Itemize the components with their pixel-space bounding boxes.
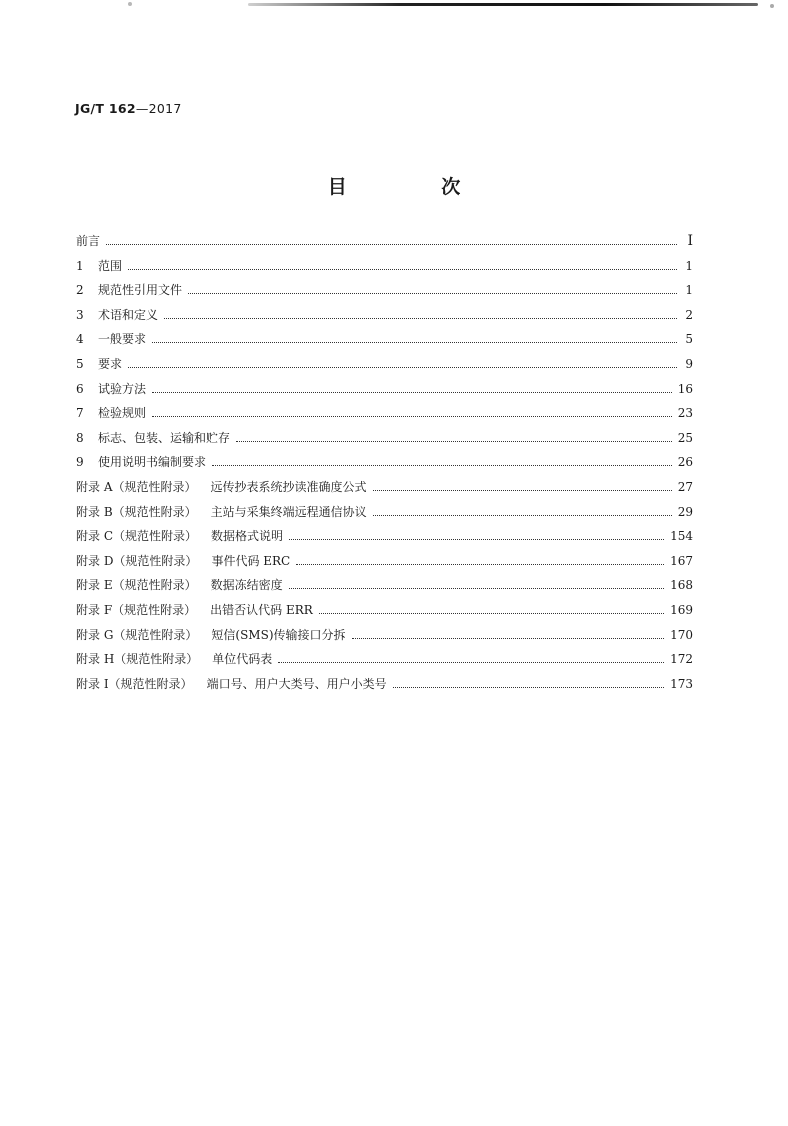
toc-annex-heading: 附录 I（规范性附录） — [76, 676, 193, 691]
scan-edge-line — [248, 3, 758, 6]
scan-mark — [128, 2, 132, 6]
toc-entry-page: 5 — [685, 332, 693, 347]
toc-entry-page: 23 — [677, 406, 693, 421]
toc-annex-label: 远传抄表系统抄读准确度公式 — [210, 479, 367, 494]
toc-entry-label: 范围 — [98, 258, 123, 273]
toc-annex-entry[interactable] — [76, 576, 693, 601]
toc-entry[interactable] — [76, 306, 693, 331]
toc-entry[interactable] — [76, 380, 693, 405]
toc-entry-number: 2 — [76, 283, 84, 298]
toc-annex-label: 单位代码表 — [212, 652, 273, 667]
toc-leader-dots — [289, 588, 665, 589]
toc-annex-label: 出错否认代码 ERR — [210, 602, 313, 617]
toc-leader-dots — [188, 293, 677, 294]
toc-annex-entry[interactable] — [76, 552, 693, 577]
toc-leader-dots — [373, 490, 672, 491]
toc-entry[interactable] — [76, 281, 693, 306]
scan-mark — [770, 4, 774, 8]
toc-entry-page: 1 — [685, 283, 693, 298]
toc-annex-label: 事件代码 ERC — [211, 553, 291, 568]
toc-annex-heading: 附录 F（规范性附录） — [76, 602, 197, 617]
toc-entry[interactable] — [76, 257, 693, 282]
toc-annex-heading: 附录 C（规范性附录） — [76, 529, 197, 544]
toc-annex-page: 172 — [670, 652, 693, 667]
toc-annex-label: 主站与采集终端远程通信协议 — [210, 504, 367, 519]
toc-annex-page: 27 — [677, 479, 693, 494]
toc-annex-label: 端口号、用户大类号、用户小类号 — [206, 676, 387, 691]
toc-leader-dots — [296, 564, 664, 565]
toc-leader-dots — [278, 662, 664, 663]
toc-leader-dots — [212, 465, 672, 466]
toc-entry-number: 4 — [76, 332, 84, 347]
toc-entry-page: 26 — [677, 455, 693, 470]
toc-entry-label: 试验方法 — [98, 381, 147, 396]
toc-entry-page: 9 — [685, 356, 693, 371]
toc-entry-page: 1 — [685, 258, 693, 273]
toc-entry-page: 25 — [677, 430, 693, 445]
toc-entry[interactable] — [76, 404, 693, 429]
table-of-contents — [76, 232, 693, 699]
toc-leader-dots — [152, 392, 672, 393]
toc-annex-page: 169 — [670, 602, 693, 617]
standard-code — [75, 101, 182, 116]
toc-annex-entry[interactable] — [76, 650, 693, 675]
toc-annex-heading: 附录 B（规范性附录） — [76, 504, 197, 519]
toc-entry[interactable] — [76, 330, 693, 355]
toc-annex-label: 数据格式说明 — [211, 529, 284, 544]
toc-annex-page: 170 — [670, 627, 693, 642]
toc-annex-page: 168 — [670, 578, 693, 593]
toc-leader-dots — [128, 367, 677, 368]
toc-leader-dots — [152, 342, 677, 343]
standard-year: —2017 — [135, 101, 182, 116]
toc-annex-entry[interactable] — [76, 503, 693, 528]
toc-entry-label: 前言 — [76, 234, 101, 248]
toc-entry-label: 标志、包装、运输和贮存 — [98, 430, 231, 445]
toc-entry-label: 一般要求 — [98, 332, 147, 347]
toc-entry-label: 要求 — [98, 356, 123, 371]
toc-leader-dots — [289, 539, 664, 540]
toc-leader-dots — [106, 244, 677, 245]
toc-annex-page: 173 — [670, 676, 693, 691]
toc-entry-number: 5 — [76, 356, 84, 371]
toc-leader-dots — [352, 638, 665, 639]
toc-annex-heading: 附录 G（规范性附录） — [76, 627, 198, 642]
toc-leader-dots — [319, 613, 664, 614]
toc-entry-number: 3 — [76, 307, 84, 322]
toc-annex-entry[interactable] — [76, 601, 693, 626]
toc-annex-label: 数据冻结密度 — [210, 578, 283, 593]
toc-entry-number: 7 — [76, 406, 84, 421]
toc-annex-entry[interactable] — [76, 478, 693, 503]
page-title: 目 次 — [327, 176, 505, 198]
toc-annex-heading: 附录 A（规范性附录） — [76, 479, 197, 494]
toc-annex-page: 29 — [677, 504, 693, 519]
toc-entry-page: 16 — [677, 381, 693, 396]
toc-entry-number: 9 — [76, 455, 84, 470]
toc-leader-dots — [164, 318, 677, 319]
toc-entry[interactable] — [76, 453, 693, 478]
toc-annex-entry[interactable] — [76, 626, 693, 651]
toc-leader-dots — [152, 416, 672, 417]
toc-leader-dots — [236, 441, 672, 442]
toc-entry-foreword[interactable] — [76, 232, 693, 257]
standard-number: JG/T 162 — [75, 101, 136, 116]
toc-entry-label: 检验规则 — [98, 406, 147, 421]
toc-entry-number: 1 — [76, 258, 84, 273]
toc-entry-page: 2 — [685, 307, 693, 322]
toc-entry-number: 8 — [76, 430, 84, 445]
toc-leader-dots — [128, 269, 677, 270]
toc-entry-number: 6 — [76, 381, 84, 396]
toc-annex-entry[interactable] — [76, 675, 693, 700]
toc-annex-heading: 附录 E（规范性附录） — [76, 578, 197, 593]
toc-annex-heading: 附录 D（规范性附录） — [76, 553, 198, 568]
toc-annex-heading: 附录 H（规范性附录） — [76, 652, 199, 667]
toc-entry[interactable] — [76, 355, 693, 380]
toc-entry-label: 术语和定义 — [98, 307, 159, 322]
toc-entry-page: I — [687, 233, 693, 249]
toc-entry-label: 规范性引用文件 — [98, 283, 183, 298]
toc-entry[interactable] — [76, 429, 693, 454]
toc-annex-entry[interactable] — [76, 527, 693, 552]
toc-annex-page: 154 — [670, 529, 693, 544]
toc-leader-dots — [393, 687, 665, 688]
toc-leader-dots — [373, 515, 672, 516]
toc-entry-label: 使用说明书编制要求 — [98, 455, 207, 470]
toc-annex-label: 短信(SMS)传输接口分拆 — [211, 627, 346, 642]
toc-annex-page: 167 — [670, 553, 693, 568]
